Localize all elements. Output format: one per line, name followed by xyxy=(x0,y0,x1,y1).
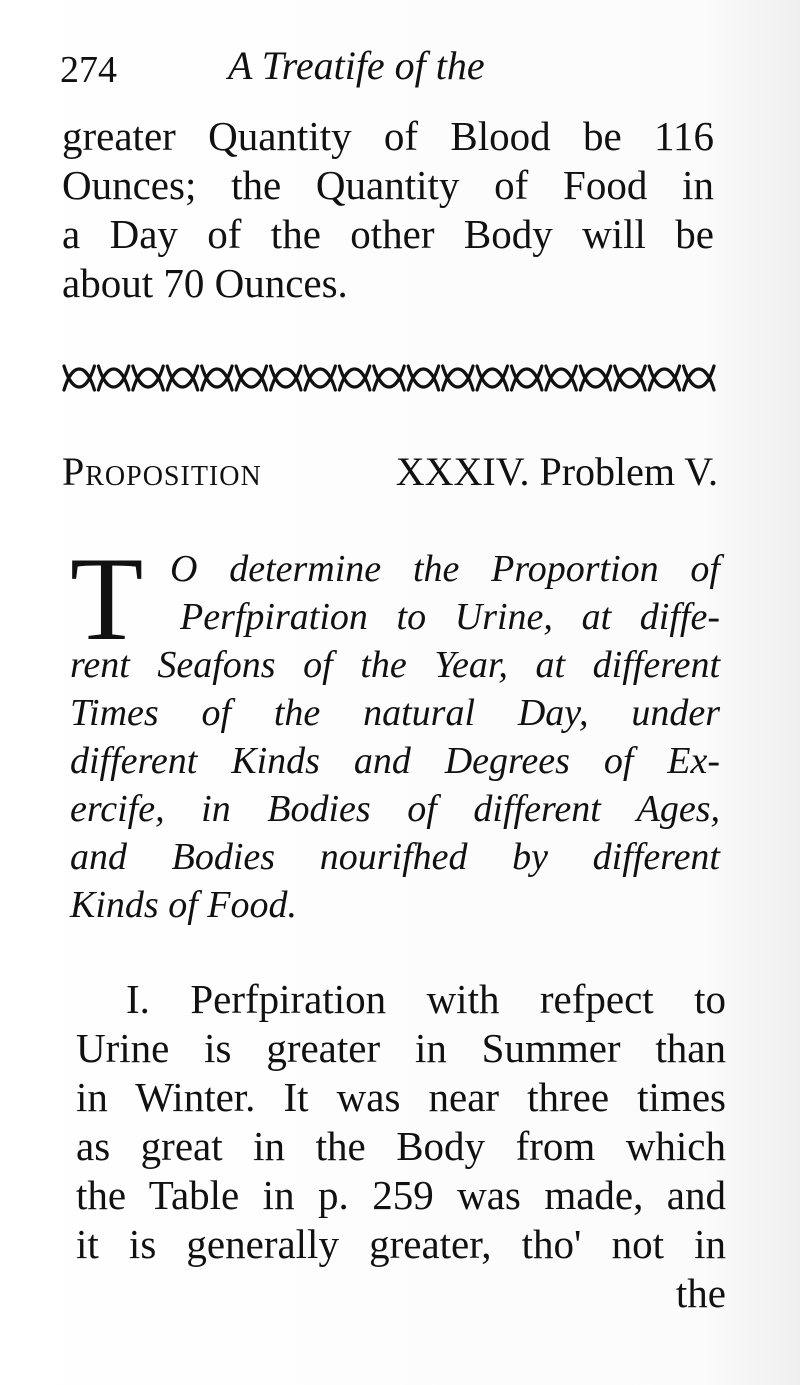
ornament-knot xyxy=(98,366,128,390)
ornament-knot xyxy=(580,366,610,390)
page-number: 274 xyxy=(60,49,117,91)
ornament-knot xyxy=(305,366,335,390)
ornament-knot xyxy=(374,366,404,390)
text-line: Kinds of Food. xyxy=(70,884,297,926)
text-line: in Winter. It was near three times xyxy=(76,1074,726,1120)
ornament-knot xyxy=(546,366,576,390)
running-head xyxy=(60,40,740,100)
text-line: Perfpiration to Urine, at diffe- xyxy=(180,596,720,638)
ornament-knot xyxy=(443,366,473,390)
text-line: a Day of the other Body will be xyxy=(62,211,714,257)
problem-statement xyxy=(70,532,720,929)
text-line: and Bodies nourifhed by different xyxy=(70,836,720,878)
text-line: Urine is greater in Summer than xyxy=(76,1025,726,1071)
text-line: Ounces; the Quantity of Food in xyxy=(62,162,714,208)
ornament-knot xyxy=(684,366,714,390)
ornament-knot xyxy=(133,366,163,390)
ornament-knot xyxy=(615,366,645,390)
ornament-knot xyxy=(649,366,679,390)
ornament-knot xyxy=(339,366,369,390)
ornament-knot xyxy=(271,366,301,390)
text-line: as great in the Body from which xyxy=(76,1123,726,1169)
ornament-knot xyxy=(511,366,541,390)
ornament-knot xyxy=(408,366,438,390)
running-title: A Treatife of the xyxy=(228,43,485,88)
text-line: I. Perfpiration with refpect to xyxy=(126,976,726,1022)
ornament-knot xyxy=(167,366,197,390)
text-line: ercife, in Bodies of different Ages, xyxy=(70,788,720,830)
text-line: it is generally greater, tho' not in xyxy=(76,1221,726,1267)
section-paragraph xyxy=(76,975,726,1318)
text-line: O determine the Proportion of xyxy=(170,548,720,590)
ornament-knot xyxy=(64,366,94,390)
proposition-number: XXXIV. Problem V. xyxy=(395,449,718,494)
ornament-knot xyxy=(477,366,507,390)
decorative-rule-ornament xyxy=(62,358,716,398)
proposition-heading xyxy=(62,448,718,495)
text-line: rent Seafons of the Year, at different xyxy=(70,644,720,686)
text-line: different Kinds and Degrees of Ex- xyxy=(70,740,720,782)
ornament-knot xyxy=(236,366,266,390)
ornament-knot xyxy=(202,366,232,390)
text-line: the Table in p. 259 was made, and xyxy=(76,1172,726,1218)
drop-cap: T xyxy=(70,532,144,665)
text-line: greater Quantity of Blood be 116 xyxy=(62,113,714,159)
proposition-label: Proposition xyxy=(62,449,262,494)
catchword: the xyxy=(675,1270,726,1316)
text-line: Times of the natural Day, under xyxy=(70,692,720,734)
text-line: about 70 Ounces. xyxy=(62,260,348,306)
continuation-paragraph xyxy=(62,112,714,308)
